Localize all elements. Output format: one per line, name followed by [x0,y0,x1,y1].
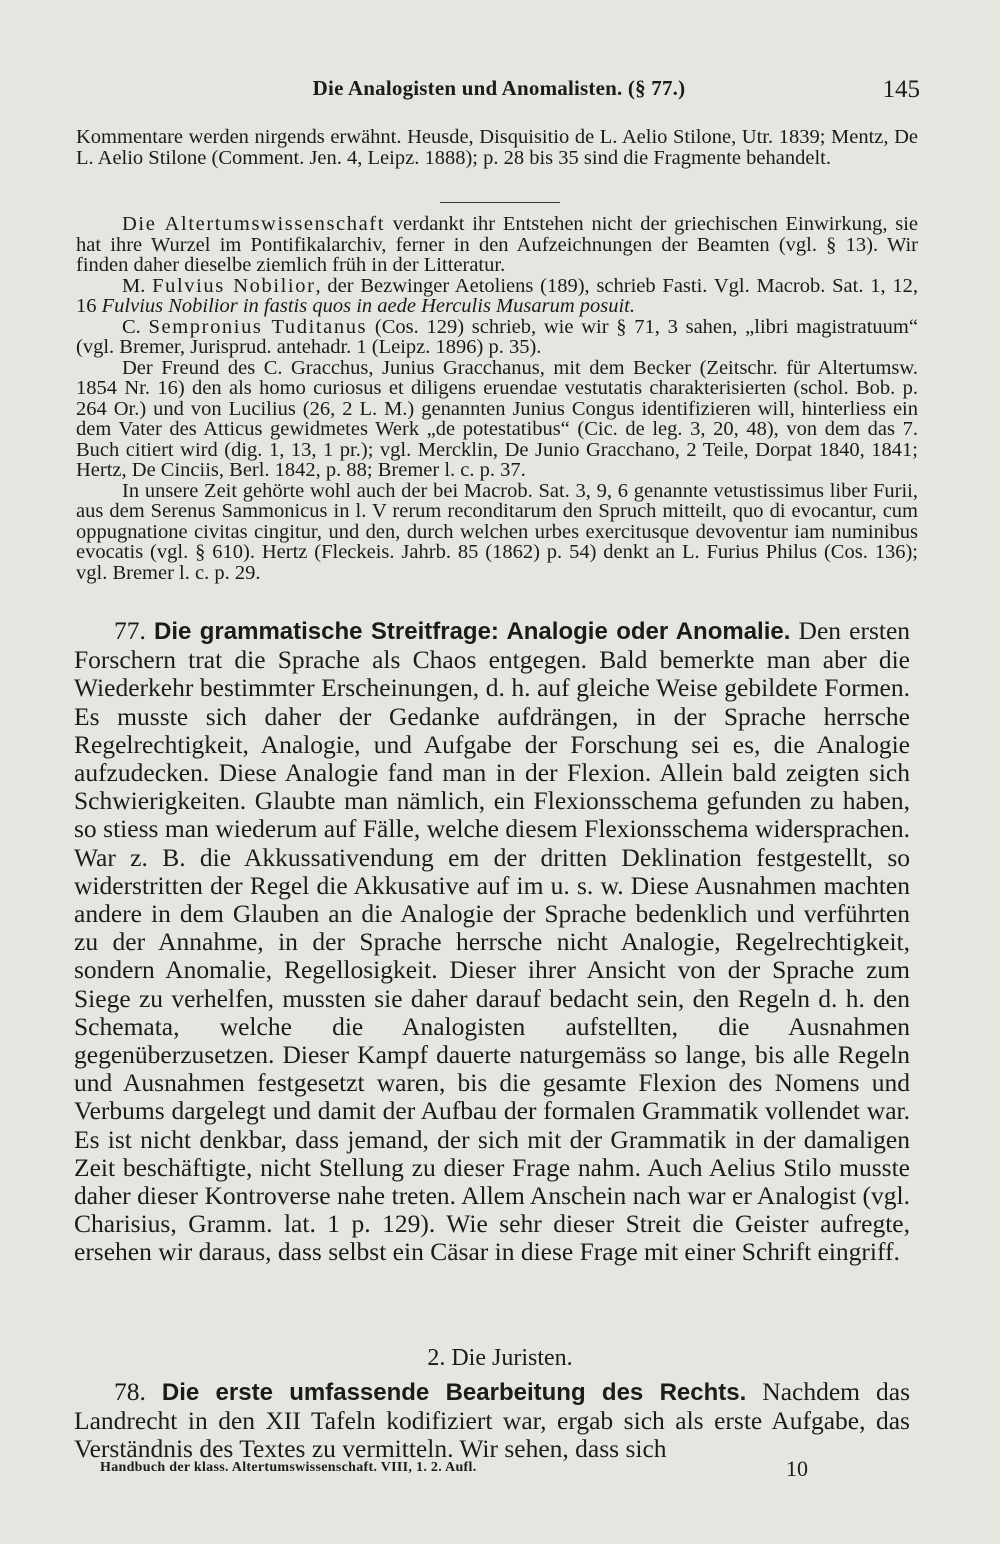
section-78-paragraph [74,1378,910,1464]
running-title: Die Analogisten und Anomalisten. (§ 77.) [312,76,686,100]
note-lead: C. [122,315,149,338]
section-number: 78. [114,1377,146,1406]
note-text: (Cos. 129) schrieb, wie wir § 71, 3 sahen, „libri magistratuum“ (vgl. Bremer, Jurisprud. antehadr. 1 (Leipz. 1896) p. 35). [76,315,918,358]
subsection-title: 2. Die Juristen. [427,1345,573,1371]
note-paragraph-3 [76,317,918,358]
spaced-term: Die Altertumswissenschaft [122,213,385,235]
page-header [78,72,920,112]
note-italic: Fulvius Nobilior in fastis quos in aede Herculis Musarum posuit. [101,295,636,317]
note-text: verdankt ihr Entstehen nicht der griechischen Einwirkung, sie hat ihre Wurzel im Pontifikalarchiv, ferner in den Aufzeichnungen der Beamten (vgl. § 13). Wir finden daher dieselbe ziemlich früh in der Litteratur. [76,213,919,276]
page-number: 145 [882,76,920,103]
section-77 [74,617,910,1267]
section-heading: Die grammatische Streitfrage: Analogie oder Anomalie. [154,618,791,645]
section-body: Den ersten Forschern trat die Sprache als Chaos entgegen. Bald bemerkte man aber die Wiederkehr bestimmter Erscheinungen, d. h. auf gleiche Weise gebildete Formen. Es musste sich daher der Gedanke aufdrängen, in der Sprache herrsche Regelrechtigkeit, Analogie, und Aufgabe der Forschung sei es, die Analogie aufzudecken. Diese Analogie fand man in der Flexion. Allein bald zeigten sich Schwierigkeiten. Glaubte man nämlich, ein Flexionsschema gefunden zu haben, so stiess man wiederum auf Fälle, welche diesem Flexionsschema widersprachen. War z. B. die Akkussativendung em der dritten Deklination festgestellt, so widerstritten der Regel die Akkusative auf im u. s. w. Diese Ausnahmen machten andere in dem Glauben an die Analogie der Sprache bedenklich und verführten zu der Annahme, in der Sprache herrsche nicht Analogie, Regelrechtigkeit, sondern Anomalie, Regellosigkeit. Dieser ihrer Ansicht von der Sprache zum Siege zu verhelfen, mussten sie daher darauf bedacht sein, den Regeln d. h. den Schemata, welche die Analogisten aufstellten, die Ausnahmen gegenüberzusetzen. Dieser Kampf dauerte naturgemäss so lange, bis alle Regeln und Ausnahmen festgesetzt waren, bis die gesamte Flexion des Nomens und Verbums dargelegt und damit der Aufbau der formalen Grammatik vollendet war. Es ist nicht denkbar, dass jemand, der sich mit der Grammatik in der damaligen Zeit beschäftigte, nicht Stellung zu dieser Frage nahm. Auch Aelius Stilo musste daher dieser Kontroverse nahe treten. Allem Anschein nach war er Analogist (vgl. Charisius, Gramm. lat. 1 p. 129). Wie sehr dieser Streit die Geister aufregte, ersehen wir daraus, dass selbst ein Cäsar in diese Frage mit einer Schrift eingriff. [74,616,911,1267]
section-heading: Die erste umfassende Bearbeitung des Rechts. [161,1379,747,1406]
section-number: 77. [114,616,146,645]
sheet-number: 10 [786,1456,808,1481]
note-paragraph-5: In unsere Zeit gehörte wohl auch der bei Macrob. Sat. 3, 9, 6 genannte vetustissimus liber Furii, aus dem Serenus Sammonicus in l. V rerum reconditarum den Spruch mitteilt, quo di evocantur, cum oppugnatione civitas cingitur, und den, durch welchen urbes exercitusque devoventur iam numinibus evocatis (vgl. § 610). Hertz (Fleckeis. Jahrb. 85 (1862) p. 54) denkt an L. Furius Philus (Cos. 136); vgl. Bremer l. c. p. 29. [76,479,918,584]
spaced-term: Sempronius Tuditanus [148,315,368,338]
note-paragraph-4: Der Freund des C. Gracchus, Junius Gracchanus, mit dem Becker (Zeitschr. für Altertumsw. 1854 Nr. 16) den als homo curiosus et diligens eruendae vestutatis charakterisierten (schol. Bob. p. 264 Or.) und von Lucilius (26, 2 L. M.) genannten Junius Congus identifizieren will, hinterliess ein dem Vater des Atticus gewidmetes Werk „de potestatibus“ (Cic. de leg. 3, 20, 48), von dem das 7. Buch citiert wird (dig. 1, 13, 1 pr.); vgl. Mercklin, De Junio Gracchano, 2 Teile, Dorpat 1840, 1841; Hertz, De Cinciis, Berl. 1842, p. 88; Bremer l. c. p. 37. [76,356,918,481]
note-block [76,214,918,583]
section-body: Nachdem das Landrecht in den XII Tafeln kodifiziert war, ergab sich als erste Aufgabe, das Verständnis des Textes zu vermitteln. Wir sehen, dass sich [74,1377,910,1464]
separator-rule [440,202,560,203]
note-paragraph-2 [76,276,918,317]
section-77-paragraph [74,617,910,1267]
footnote-continuation [76,127,918,168]
section-78 [74,1378,910,1464]
spaced-term: Fulvius Nobilior [152,274,316,297]
note-lead: M. [122,274,153,297]
note-text: , der Bezwinger Aetoliens (189), schrieb Fasti. Vgl. Macrob. Sat. 1, 12, 16 [76,274,918,317]
footnote-text: Kommentare werden nirgends erwähnt. Heusde, Disquisitio de L. Aelio Stilone, Utr. 1839; Mentz, De L. Aelio Stilone (Comment. Jen. 4, Leipz. 1888); p. 28 bis 35 sind die Fragmente behandelt. [76,126,918,169]
note-paragraph-1 [76,214,918,276]
printer-signature: Handbuch der klass. Altertumswissenschaft. VIII, 1. 2. Aufl. [100,1460,477,1475]
